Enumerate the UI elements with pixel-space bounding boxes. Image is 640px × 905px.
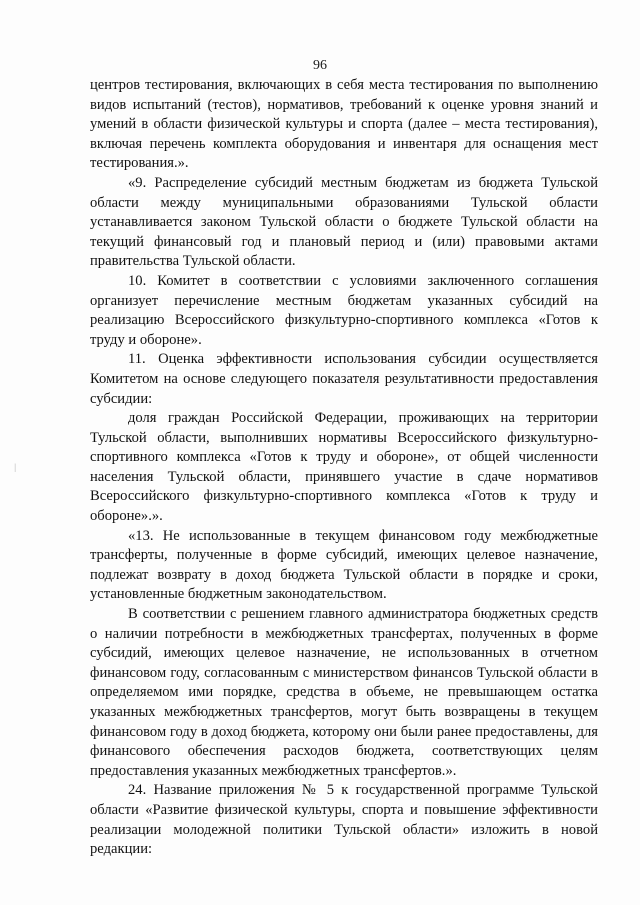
paragraph-item-13: «13. Не использованные в текущем финансовом году межбюджетные трансферты, полученные в форме субсидий, имеющих целевое назначение, подлежат возврату в доход бюджета Тульской области в порядке и сроки, установленные бюджетным законодательством. (90, 527, 598, 603)
paragraph-continuation: центров тестирования, включающих в себя места тестирования по выполнению видов испытаний (тестов), нормативов, требований к оценке уровня знаний и умений в области физической культуры и спорта (далее – места тестирования), включая перечень комплекта оборудования и инвентаря для оснащения мест тестирования.». (90, 77, 598, 172)
paragraph-item-11: 11. Оценка эффективности использования субсидии осуществляется Комитетом на основе следующего показателя результативности предоставления субсидии: (90, 351, 598, 407)
paragraph-item-24: 24. Название приложения № 5 к государственной программе Тульской области «Развитие физической культуры, спорта и повышение эффективности реализации молодежной политики Тульской области» изложить в новой редакции: (90, 782, 598, 858)
margin-mark: | (14, 462, 17, 472)
paragraph-item-9: «9. Распределение субсидий местным бюджетам из бюджета Тульской области между муниципальными образованиями Тульской области устанавливается законом Тульской области о бюджете Тульской области на текущий финансовый год и плановый период и (или) правовыми актами правительства Тульской области. (90, 174, 598, 270)
page-number: 96 (313, 58, 327, 73)
document-body (90, 76, 598, 860)
paragraph-return-rule: В соответствии с решением главного администратора бюджетных средств о наличии потребности в межбюджетных трансфертах, полученных в форме субсидий, имеющих целевое назначение, не использованных в отчетном финансовом году, согласованным с министерством финансов Тульской области в определяемом ими порядке, средства в объеме, не превышающем остатка указанных межбюджетных трансфертов, могут быть возвращены в текущем финансовом году в доход бюджета, которому они были ранее предоставлены, для финансового обеспечения расходов бюджета, соответствующих целям предоставления указанных межбюджетных трансфертов.». (90, 606, 598, 779)
paragraph-item-10: 10. Комитет в соответствии с условиями заключенного соглашения организует перечисление местным бюджетам указанных субсидий на реализацию Всероссийского физкультурно-спортивного комплекса «Готов к труду и обороне». (90, 272, 598, 348)
paragraph-indicator: доля граждан Российской Федерации, проживающих на территории Тульской области, выполнивших нормативы Всероссийского физкультурно-спортивного комплекса «Готов к труду и обороне», от общей численности населения Тульской области, принявшего участие в сдаче нормативов Всероссийского физкультурно-спортивного комплекса «Готов к труду и обороне».». (90, 410, 598, 525)
